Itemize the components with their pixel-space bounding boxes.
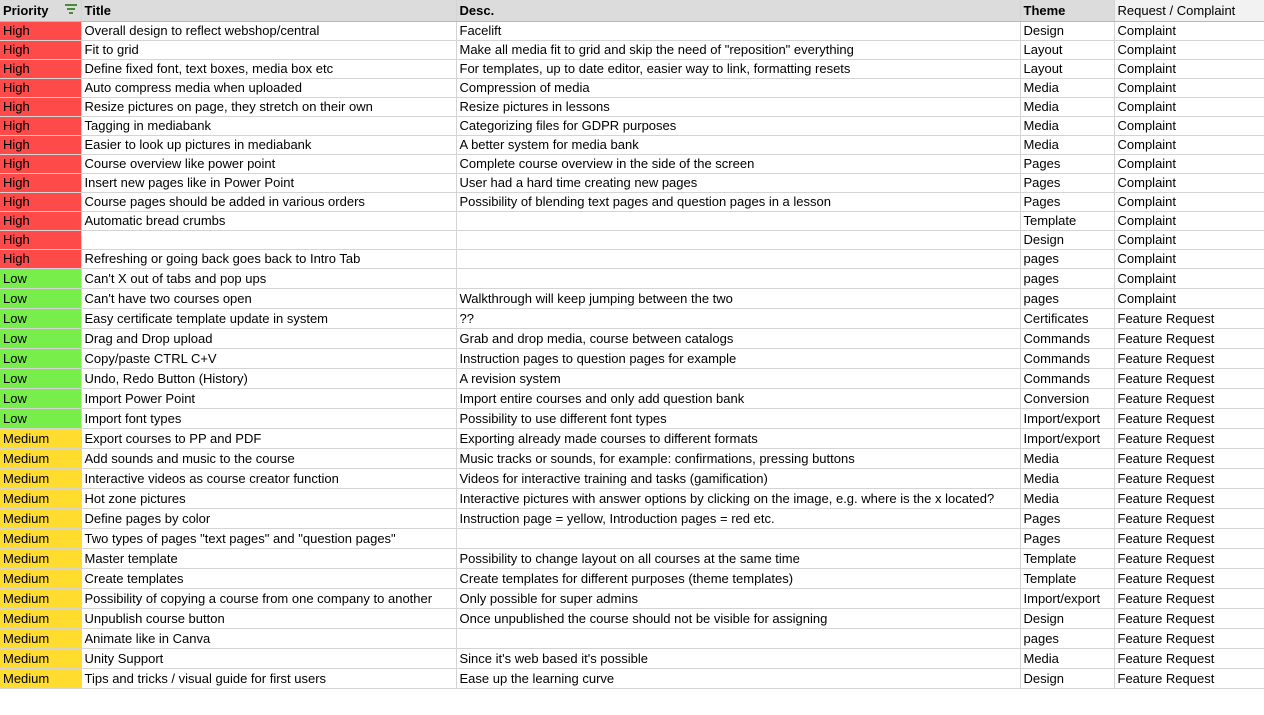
title-cell[interactable]: Unpublish course button (81, 608, 456, 628)
request-complaint-cell[interactable]: Feature Request (1114, 648, 1264, 668)
filter-icon[interactable] (65, 4, 77, 16)
title-cell[interactable]: Import Power Point (81, 388, 456, 408)
priority-cell[interactable]: High (0, 230, 81, 249)
priority-cell[interactable]: High (0, 192, 81, 211)
theme-cell[interactable]: Design (1020, 668, 1114, 688)
desc-cell[interactable]: Ease up the learning curve (456, 668, 1020, 688)
theme-cell[interactable]: Layout (1020, 40, 1114, 59)
theme-cell[interactable]: Conversion (1020, 388, 1114, 408)
desc-cell[interactable]: User had a hard time creating new pages (456, 173, 1020, 192)
priority-cell[interactable]: Low (0, 348, 81, 368)
desc-cell[interactable]: A better system for media bank (456, 135, 1020, 154)
desc-cell[interactable]: Music tracks or sounds, for example: confirmations, pressing buttons (456, 448, 1020, 468)
title-cell[interactable]: Insert new pages like in Power Point (81, 173, 456, 192)
title-cell[interactable] (81, 230, 456, 249)
theme-cell[interactable]: Layout (1020, 59, 1114, 78)
table-row (0, 428, 1264, 448)
desc-cell[interactable]: Categorizing files for GDPR purposes (456, 116, 1020, 135)
desc-cell[interactable]: Grab and drop media, course between catalogs (456, 328, 1020, 348)
priority-cell[interactable]: High (0, 135, 81, 154)
theme-cell[interactable]: Design (1020, 230, 1114, 249)
table-row (0, 568, 1264, 588)
header-priority-label: Priority (3, 2, 49, 18)
table-row (0, 59, 1264, 78)
request-complaint-cell[interactable]: Feature Request (1114, 588, 1264, 608)
title-cell[interactable]: Tagging in mediabank (81, 116, 456, 135)
table-row (0, 448, 1264, 468)
request-complaint-cell[interactable]: Feature Request (1114, 328, 1264, 348)
theme-cell[interactable]: Pages (1020, 508, 1114, 528)
priority-cell[interactable]: High (0, 97, 81, 116)
request-complaint-cell[interactable]: Feature Request (1114, 468, 1264, 488)
table-row (0, 648, 1264, 668)
desc-cell[interactable]: Possibility to use different font types (456, 408, 1020, 428)
request-complaint-cell[interactable]: Complaint (1114, 249, 1264, 268)
request-complaint-cell[interactable]: Complaint (1114, 288, 1264, 308)
title-cell[interactable]: Possibility of copying a course from one company to another (81, 588, 456, 608)
priority-cell[interactable]: Low (0, 368, 81, 388)
request-complaint-cell[interactable]: Complaint (1114, 192, 1264, 211)
header-desc[interactable]: Desc. (456, 0, 1020, 21)
request-complaint-cell[interactable]: Feature Request (1114, 628, 1264, 648)
priority-cell[interactable]: Medium (0, 628, 81, 648)
theme-cell[interactable]: pages (1020, 628, 1114, 648)
request-complaint-cell[interactable]: Feature Request (1114, 408, 1264, 428)
request-complaint-cell[interactable]: Feature Request (1114, 448, 1264, 468)
request-complaint-cell[interactable]: Complaint (1114, 21, 1264, 40)
desc-cell[interactable]: Instruction pages to question pages for example (456, 348, 1020, 368)
desc-cell[interactable]: A revision system (456, 368, 1020, 388)
request-complaint-cell[interactable]: Feature Request (1114, 528, 1264, 548)
title-cell[interactable]: Hot zone pictures (81, 488, 456, 508)
header-theme[interactable]: Theme (1020, 0, 1114, 21)
priority-cell[interactable]: Medium (0, 488, 81, 508)
desc-cell[interactable]: Once unpublished the course should not be visible for assigning (456, 608, 1020, 628)
header-priority[interactable] (0, 0, 81, 21)
desc-cell[interactable]: Compression of media (456, 78, 1020, 97)
title-cell[interactable]: Define pages by color (81, 508, 456, 528)
theme-cell[interactable]: Commands (1020, 368, 1114, 388)
theme-cell[interactable]: Media (1020, 648, 1114, 668)
title-cell[interactable]: Can't X out of tabs and pop ups (81, 268, 456, 288)
title-cell[interactable]: Resize pictures on page, they stretch on their own (81, 97, 456, 116)
desc-cell[interactable]: For templates, up to date editor, easier way to link, formatting resets (456, 59, 1020, 78)
desc-cell[interactable]: Resize pictures in lessons (456, 97, 1020, 116)
priority-cell[interactable]: High (0, 40, 81, 59)
desc-cell[interactable]: Instruction page = yellow, Introduction pages = red etc. (456, 508, 1020, 528)
table-row (0, 21, 1264, 40)
desc-cell[interactable]: Import entire courses and only add question bank (456, 388, 1020, 408)
theme-cell[interactable]: Commands (1020, 328, 1114, 348)
table-row (0, 588, 1264, 608)
desc-cell[interactable]: Complete course overview in the side of the screen (456, 154, 1020, 173)
desc-cell[interactable]: Interactive pictures with answer options by clicking on the image, e.g. where is the x located? (456, 488, 1020, 508)
theme-cell[interactable]: Design (1020, 21, 1114, 40)
theme-cell[interactable]: Pages (1020, 528, 1114, 548)
table-row (0, 608, 1264, 628)
desc-cell[interactable]: Facelift (456, 21, 1020, 40)
table-row (0, 192, 1264, 211)
title-cell[interactable]: Course overview like power point (81, 154, 456, 173)
table-row (0, 348, 1264, 368)
request-complaint-cell[interactable]: Feature Request (1114, 308, 1264, 328)
title-cell[interactable]: Refreshing or going back goes back to Intro Tab (81, 249, 456, 268)
theme-cell[interactable]: Design (1020, 608, 1114, 628)
priority-cell[interactable]: Medium (0, 608, 81, 628)
request-complaint-cell[interactable]: Feature Request (1114, 488, 1264, 508)
table-row (0, 135, 1264, 154)
table-row (0, 249, 1264, 268)
title-cell[interactable]: Define fixed font, text boxes, media box etc (81, 59, 456, 78)
request-complaint-cell[interactable]: Feature Request (1114, 668, 1264, 688)
request-complaint-cell[interactable]: Complaint (1114, 173, 1264, 192)
table-row (0, 328, 1264, 348)
request-complaint-cell[interactable]: Complaint (1114, 135, 1264, 154)
table-row (0, 154, 1264, 173)
priority-cell[interactable]: Medium (0, 428, 81, 448)
desc-cell[interactable]: Possibility of blending text pages and question pages in a lesson (456, 192, 1020, 211)
priority-cell[interactable]: Low (0, 308, 81, 328)
table-row (0, 408, 1264, 428)
priority-cell[interactable]: Low (0, 408, 81, 428)
priority-cell[interactable]: Medium (0, 468, 81, 488)
table-row (0, 288, 1264, 308)
priority-cell[interactable]: Low (0, 388, 81, 408)
desc-cell[interactable] (456, 528, 1020, 548)
request-complaint-cell[interactable]: Feature Request (1114, 348, 1264, 368)
theme-cell[interactable]: Import/export (1020, 588, 1114, 608)
theme-cell[interactable]: Template (1020, 568, 1114, 588)
desc-cell[interactable]: Walkthrough will keep jumping between the two (456, 288, 1020, 308)
table-row (0, 488, 1264, 508)
desc-cell[interactable]: Since it's web based it's possible (456, 648, 1020, 668)
table-row (0, 211, 1264, 230)
theme-cell[interactable]: Pages (1020, 154, 1114, 173)
title-cell[interactable]: Easier to look up pictures in mediabank (81, 135, 456, 154)
priority-cell[interactable]: High (0, 59, 81, 78)
title-cell[interactable]: Auto compress media when uploaded (81, 78, 456, 97)
title-cell[interactable]: Can't have two courses open (81, 288, 456, 308)
priority-cell[interactable]: Medium (0, 568, 81, 588)
table-row (0, 40, 1264, 59)
theme-cell[interactable]: Import/export (1020, 408, 1114, 428)
desc-cell[interactable]: Only possible for super admins (456, 588, 1020, 608)
desc-cell[interactable]: Possibility to change layout on all courses at the same time (456, 548, 1020, 568)
theme-cell[interactable]: pages (1020, 288, 1114, 308)
desc-cell[interactable]: Create templates for different purposes (theme templates) (456, 568, 1020, 588)
theme-cell[interactable]: Media (1020, 468, 1114, 488)
header-request-complaint[interactable]: Request / Complaint (1114, 0, 1264, 21)
title-cell[interactable]: Interactive videos as course creator function (81, 468, 456, 488)
request-complaint-cell[interactable]: Complaint (1114, 40, 1264, 59)
priority-cell[interactable]: Medium (0, 548, 81, 568)
desc-cell[interactable]: Make all media fit to grid and skip the need of "reposition" everything (456, 40, 1020, 59)
table-row (0, 173, 1264, 192)
table-row (0, 230, 1264, 249)
theme-cell[interactable]: Certificates (1020, 308, 1114, 328)
title-cell[interactable]: Two types of pages "text pages" and "question pages" (81, 528, 456, 548)
desc-cell[interactable]: Videos for interactive training and tasks (gamification) (456, 468, 1020, 488)
request-complaint-cell[interactable]: Complaint (1114, 78, 1264, 97)
title-cell[interactable]: Easy certificate template update in system (81, 308, 456, 328)
desc-cell[interactable]: ?? (456, 308, 1020, 328)
theme-cell[interactable]: Pages (1020, 192, 1114, 211)
priority-cell[interactable]: Medium (0, 668, 81, 688)
theme-cell[interactable]: Media (1020, 488, 1114, 508)
desc-cell[interactable] (456, 230, 1020, 249)
theme-cell[interactable]: Media (1020, 116, 1114, 135)
request-complaint-cell[interactable]: Complaint (1114, 59, 1264, 78)
title-cell[interactable]: Add sounds and music to the course (81, 448, 456, 468)
header-title[interactable]: Title (81, 0, 456, 21)
table-row (0, 388, 1264, 408)
request-complaint-cell[interactable]: Complaint (1114, 211, 1264, 230)
priority-cell[interactable]: Medium (0, 448, 81, 468)
title-cell[interactable]: Tips and tricks / visual guide for first users (81, 668, 456, 688)
request-complaint-cell[interactable]: Feature Request (1114, 368, 1264, 388)
request-complaint-cell[interactable]: Feature Request (1114, 608, 1264, 628)
priority-cell[interactable]: Low (0, 268, 81, 288)
priority-cell[interactable]: High (0, 173, 81, 192)
request-complaint-cell[interactable]: Feature Request (1114, 508, 1264, 528)
request-complaint-cell[interactable]: Complaint (1114, 230, 1264, 249)
title-cell[interactable]: Undo, Redo Button (History) (81, 368, 456, 388)
request-complaint-cell[interactable]: Feature Request (1114, 388, 1264, 408)
priority-cell[interactable]: Medium (0, 648, 81, 668)
table-row (0, 468, 1264, 488)
request-complaint-cell[interactable]: Complaint (1114, 97, 1264, 116)
header-row (0, 0, 1264, 21)
theme-cell[interactable]: Template (1020, 548, 1114, 568)
theme-cell[interactable]: Media (1020, 78, 1114, 97)
title-cell[interactable]: Drag and Drop upload (81, 328, 456, 348)
priority-cell[interactable]: High (0, 21, 81, 40)
desc-cell[interactable] (456, 249, 1020, 268)
table-row (0, 368, 1264, 388)
table-row (0, 268, 1264, 288)
desc-cell[interactable] (456, 628, 1020, 648)
priority-cell[interactable]: High (0, 78, 81, 97)
table-row (0, 548, 1264, 568)
request-complaint-cell[interactable]: Feature Request (1114, 428, 1264, 448)
title-cell[interactable]: Master template (81, 548, 456, 568)
title-cell[interactable]: Create templates (81, 568, 456, 588)
title-cell[interactable]: Unity Support (81, 648, 456, 668)
priority-cell[interactable]: High (0, 116, 81, 135)
request-complaint-cell[interactable]: Complaint (1114, 116, 1264, 135)
request-complaint-cell[interactable]: Complaint (1114, 154, 1264, 173)
table-row (0, 668, 1264, 688)
title-cell[interactable]: Automatic bread crumbs (81, 211, 456, 230)
theme-cell[interactable]: pages (1020, 268, 1114, 288)
table-row (0, 628, 1264, 648)
title-cell[interactable]: Fit to grid (81, 40, 456, 59)
priority-cell[interactable]: Low (0, 288, 81, 308)
priority-cell[interactable]: Medium (0, 588, 81, 608)
title-cell[interactable]: Animate like in Canva (81, 628, 456, 648)
desc-cell[interactable] (456, 211, 1020, 230)
title-cell[interactable]: Course pages should be added in various orders (81, 192, 456, 211)
priority-cell[interactable]: Low (0, 328, 81, 348)
request-complaint-cell[interactable]: Feature Request (1114, 548, 1264, 568)
theme-cell[interactable]: Template (1020, 211, 1114, 230)
desc-cell[interactable]: Exporting already made courses to different formats (456, 428, 1020, 448)
theme-cell[interactable]: pages (1020, 249, 1114, 268)
title-cell[interactable]: Copy/paste CTRL C+V (81, 348, 456, 368)
theme-cell[interactable]: Media (1020, 448, 1114, 468)
table-row (0, 528, 1264, 548)
table-row (0, 78, 1264, 97)
priority-cell[interactable]: High (0, 154, 81, 173)
table-row (0, 508, 1264, 528)
table-row (0, 308, 1264, 328)
priority-cell[interactable]: High (0, 211, 81, 230)
priority-cell[interactable]: High (0, 249, 81, 268)
table-row (0, 97, 1264, 116)
title-cell[interactable]: Export courses to PP and PDF (81, 428, 456, 448)
theme-cell[interactable]: Media (1020, 135, 1114, 154)
request-complaint-cell[interactable]: Feature Request (1114, 568, 1264, 588)
title-cell[interactable]: Import font types (81, 408, 456, 428)
priority-cell[interactable]: Medium (0, 528, 81, 548)
table-body (0, 21, 1264, 688)
theme-cell[interactable]: Commands (1020, 348, 1114, 368)
table-row (0, 116, 1264, 135)
theme-cell[interactable]: Pages (1020, 173, 1114, 192)
theme-cell[interactable]: Import/export (1020, 428, 1114, 448)
title-cell[interactable]: Overall design to reflect webshop/central (81, 21, 456, 40)
desc-cell[interactable] (456, 268, 1020, 288)
theme-cell[interactable]: Media (1020, 97, 1114, 116)
request-complaint-cell[interactable]: Complaint (1114, 268, 1264, 288)
priority-cell[interactable]: Medium (0, 508, 81, 528)
